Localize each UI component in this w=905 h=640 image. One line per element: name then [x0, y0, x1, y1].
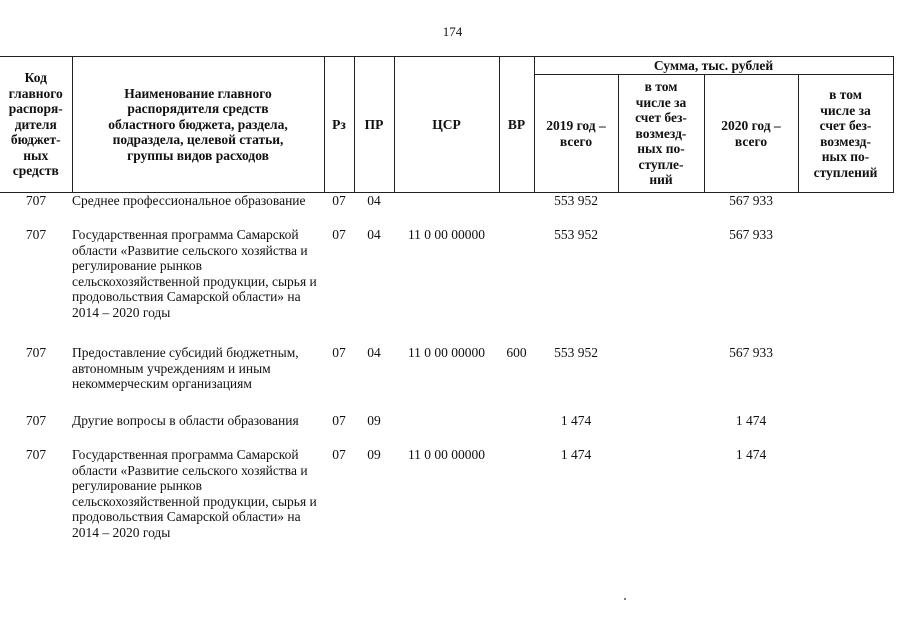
cell-pr: 09 [367, 413, 381, 428]
header-sum-group: Сумма, тыс. рублей [534, 57, 893, 75]
header-2019-total: 2019 год – всего [534, 75, 618, 193]
cell-csr [394, 193, 499, 228]
cell-2019-gratuitous [618, 227, 704, 345]
scan-speck [624, 598, 626, 600]
table-body [0, 193, 893, 568]
cell-rz: 07 [332, 227, 346, 242]
table-row [0, 193, 893, 228]
cell-2020-gratuitous [798, 413, 893, 447]
cell-rz: 07 [332, 447, 346, 462]
header-name: Наименование главного распорядителя средств областного бюджета, раздела, подраздела, целевой статьи, группы видов расходов [72, 57, 324, 193]
header-vr: ВР [499, 57, 534, 193]
cell-csr [394, 413, 499, 447]
table-row [0, 447, 893, 567]
header-2020-total: 2020 год – всего [704, 75, 798, 193]
cell-2019-total: 1 474 [560, 413, 592, 428]
cell-pr: 04 [367, 193, 381, 208]
cell-name: Предоставление субсидий бюджетным, автономным учреждениям и иным некоммерческим организациям [72, 345, 299, 391]
cell-2019-gratuitous [618, 447, 704, 567]
header-2019-gratuitous: в том числе за счет без- возмезд- ных по- ступле- ний [618, 75, 704, 193]
cell-2019-total: 1 474 [560, 447, 592, 462]
cell-name: Государственная программа Самарской области «Развитие сельского хозяйства и регулирование рынков сельскохозяйственной продукции, сырья и продовольствия Самарской области» на 2014 – 2020 годы [72, 227, 317, 320]
cell-name: Другие вопросы в области образования [72, 413, 299, 428]
cell-vr [499, 413, 534, 447]
cell-code: 707 [25, 447, 47, 462]
cell-pr: 04 [367, 345, 381, 360]
cell-vr [499, 193, 534, 228]
header-2020-gratuitous: в том числе за счет без- возмезд- ных по- ступлений [798, 75, 893, 193]
cell-rz: 07 [332, 193, 346, 208]
cell-2019-gratuitous [618, 413, 704, 447]
header-rz: Рз [324, 57, 354, 193]
cell-csr: 11 0 00 00000 [407, 345, 486, 360]
cell-2020-total: 1 474 [735, 447, 767, 462]
cell-2019-gratuitous [618, 345, 704, 413]
cell-code: 707 [25, 193, 47, 208]
table-header [0, 57, 893, 193]
cell-rz: 07 [332, 345, 346, 360]
cell-2019-total: 553 952 [554, 345, 598, 360]
table-row [0, 345, 893, 413]
header-code: Код главного распоря- дителя бюджет- ных средств [0, 57, 72, 193]
cell-vr: 600 [506, 345, 527, 360]
table-row [0, 227, 893, 345]
cell-rz: 07 [332, 413, 346, 428]
cell-pr: 04 [367, 227, 381, 242]
cell-2020-total: 567 933 [729, 193, 773, 208]
cell-2019-total: 553 952 [554, 227, 598, 242]
cell-name: Среднее профессиональное образование [72, 193, 306, 208]
cell-code: 707 [25, 227, 47, 242]
table-row [0, 413, 893, 447]
header-csr: ЦСР [394, 57, 499, 193]
cell-2020-gratuitous [798, 227, 893, 345]
cell-2019-gratuitous [618, 193, 704, 228]
cell-2020-total: 567 933 [729, 227, 773, 242]
cell-2020-total: 1 474 [735, 413, 767, 428]
cell-2020-gratuitous [798, 345, 893, 413]
cell-2019-total: 553 952 [554, 193, 598, 208]
cell-csr: 11 0 00 00000 [407, 447, 486, 462]
cell-2020-gratuitous [798, 447, 893, 567]
cell-pr: 09 [367, 447, 381, 462]
budget-table [0, 56, 894, 567]
cell-name: Государственная программа Самарской области «Развитие сельского хозяйства и регулирование рынков сельскохозяйственной продукции, сырья и продовольствия Самарской области» на 2014 – 2020 годы [72, 447, 317, 540]
cell-code: 707 [25, 345, 47, 360]
header-pr: ПР [354, 57, 394, 193]
cell-vr [499, 227, 534, 345]
cell-2020-total: 567 933 [729, 345, 773, 360]
page-number: 174 [442, 24, 463, 39]
cell-2020-gratuitous [798, 193, 893, 228]
cell-code: 707 [25, 413, 47, 428]
cell-csr: 11 0 00 00000 [407, 227, 486, 242]
cell-vr [499, 447, 534, 567]
